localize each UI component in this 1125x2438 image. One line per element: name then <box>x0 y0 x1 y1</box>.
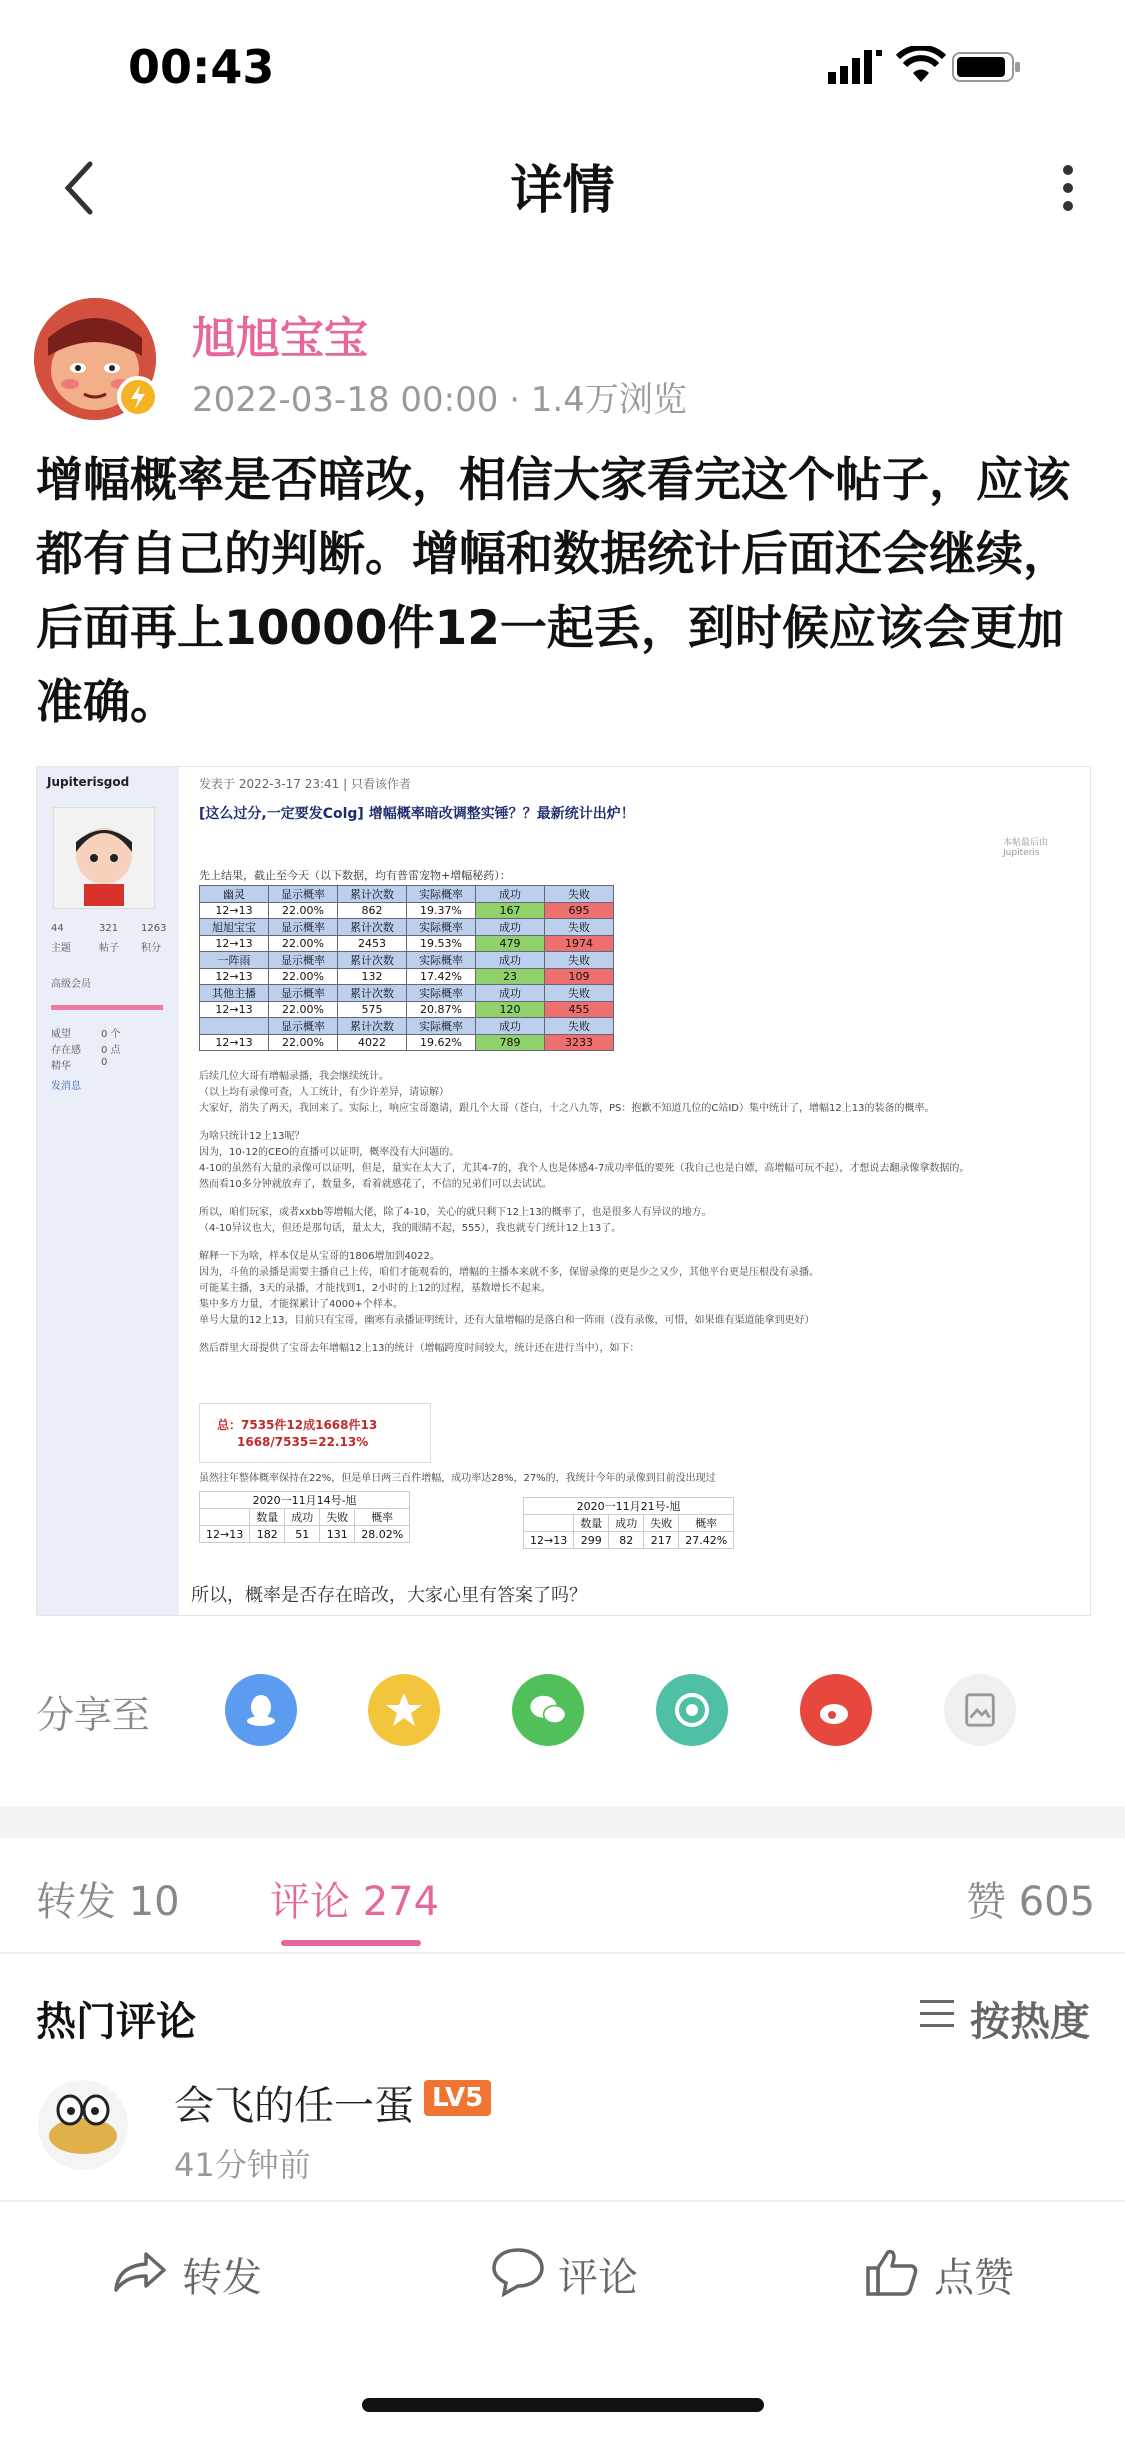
stats-table-cell: 862 <box>338 903 407 919</box>
wechat-icon <box>526 1688 570 1732</box>
stats-table-cell: 12→13 <box>200 1035 269 1051</box>
stats-table-header: 实际概率 <box>407 919 476 936</box>
forum-post-title: [这么过分,一定要发Colg] 增幅概率暗改调整实锤？？最新统计出炉！ <box>199 806 635 822</box>
stats-table-cell: 1974 <box>545 936 614 952</box>
forum-post <box>187 767 1087 1615</box>
tab-repost[interactable]: 转发 10 <box>36 1879 180 1925</box>
daily-table-cell: 131 <box>320 1526 355 1543</box>
stats-table-cell: 12→13 <box>200 969 269 985</box>
forum-stat-value: 321 <box>99 923 119 934</box>
active-tab-indicator <box>281 1940 421 1946</box>
stats-table-header: 实际概率 <box>407 985 476 1002</box>
forum-text-line: 为啥只统计12上13呢？ <box>199 1131 305 1142</box>
daily-table-1114 <box>199 1491 410 1543</box>
forum-rank: 高级会员 <box>51 979 91 990</box>
forum-attr-value: 0 个 <box>101 1029 121 1040</box>
daily-table-header: 数量 <box>574 1515 609 1532</box>
cellular-signal-icon <box>828 48 884 84</box>
stats-table-cell: 132 <box>338 969 407 985</box>
forum-text-line: 集中多方力量，才能探累计了4000+个样本。 <box>199 1299 403 1310</box>
author-name[interactable]: 旭旭宝宝 <box>192 313 368 364</box>
forum-send-message: 发消息 <box>51 1081 81 1092</box>
commenter-avatar[interactable] <box>38 2080 128 2170</box>
comment-button[interactable]: 评论 <box>558 2255 638 2301</box>
stats-table-cell: 167 <box>476 903 545 919</box>
section-divider <box>0 1806 1125 1838</box>
home-indicator <box>362 2398 764 2412</box>
daily-table-title: 2020一11月21号-旭 <box>524 1498 734 1515</box>
repost-button[interactable]: 转发 <box>182 2255 262 2301</box>
daily-table-title: 2020一11月14号-旭 <box>200 1492 410 1509</box>
stats-table-cell: 19.37% <box>407 903 476 919</box>
stats-table-cell: 695 <box>545 903 614 919</box>
daily-table-cell: 28.02% <box>355 1526 410 1543</box>
daily-table-1121 <box>523 1497 734 1549</box>
total-summary-line: 1668/7535=22.13% <box>237 1435 369 1449</box>
stats-table-player: 幽灵 <box>200 886 269 903</box>
stats-table-header: 失败 <box>545 952 614 969</box>
share-label: 分享至 <box>36 1693 151 1737</box>
stats-table-header: 显示概率 <box>269 952 338 969</box>
forum-intro: 先上结果，截止至今天（以下数据，均有普雷宠物+增幅秘药）： <box>199 869 511 882</box>
stats-table-header: 累计次数 <box>338 985 407 1002</box>
stats-table-header: 累计次数 <box>338 919 407 936</box>
more-options-icon[interactable] <box>1058 162 1078 214</box>
forum-username: Jupiterisgod <box>47 775 130 789</box>
stats-table-cell: 479 <box>476 936 545 952</box>
stats-table-header: 失败 <box>545 919 614 936</box>
daily-table-header: 成功 <box>285 1509 320 1526</box>
stats-table-header: 显示概率 <box>269 886 338 903</box>
total-summary-text <box>217 1417 377 1451</box>
stats-table-header: 实际概率 <box>407 886 476 903</box>
daily-table-cell: 299 <box>574 1532 609 1549</box>
forum-user-panel <box>37 767 179 1615</box>
forum-text-line: 然后群里大哥提供了宝哥去年增幅12上13的统计（增幅跨度时间较大，统计还在进行当中），如下： <box>199 1343 640 1354</box>
daily-table-header: 数量 <box>250 1509 285 1526</box>
total-summary-line: 总：7535件12成1668件13 <box>217 1418 378 1432</box>
stats-table-header: 失败 <box>545 886 614 903</box>
save-image-icon <box>961 1691 999 1729</box>
stats-table-player <box>200 1018 269 1035</box>
stats-table-cell: 22.00% <box>269 903 338 919</box>
stats-table-cell: 4022 <box>338 1035 407 1051</box>
forum-attr-label: 精华 <box>51 1061 71 1072</box>
stats-table-cell: 22.00% <box>269 1035 338 1051</box>
forum-post-header: 发表于 2022-3-17 23:41 | 只看该作者 <box>199 777 411 791</box>
stats-table-player: 旭旭宝宝 <box>200 919 269 936</box>
forum-stat-value: 1263 <box>141 923 167 934</box>
forum-stat-label: 积分 <box>141 943 161 954</box>
moments-icon <box>672 1690 712 1730</box>
stats-table-cell: 23 <box>476 969 545 985</box>
post-meta: 2022-03-18 00:00 · 1.4万浏览 <box>192 380 687 420</box>
qzone-icon <box>384 1690 424 1730</box>
forum-text-line: 然而看10多分钟就放弃了，数量多，看着就感花了，不信的兄弟们可以去试试。 <box>199 1179 552 1190</box>
stats-table-cell: 12→13 <box>200 1002 269 1018</box>
stats-table-cell: 789 <box>476 1035 545 1051</box>
stats-table-header: 累计次数 <box>338 886 407 903</box>
weibo-icon <box>816 1690 856 1730</box>
forum-text-line: （4-10异议也大，但还是那句话，量太大，我的眼睛不起，555），我也就专门统计12上13了。 <box>199 1223 622 1234</box>
stats-table-cell: 20.87% <box>407 1002 476 1018</box>
moments-share-button[interactable] <box>656 1674 728 1746</box>
stats-table-cell: 2453 <box>338 936 407 952</box>
daily-table-cell: 217 <box>644 1532 679 1549</box>
post-image[interactable] <box>36 766 1091 1616</box>
forum-text-line: 解释一下为啥，样本仅是从宝哥的1806增加到4022。 <box>199 1251 440 1262</box>
tab-divider <box>0 1952 1125 1954</box>
forum-avatar <box>53 807 155 909</box>
forum-text-line: 大家好，消失了两天，我回来了。实际上，响应宝哥邀请，跟几个大哥（苍白，十之八九等，PS：抱歉不知道几位的C站ID）集中统计了，增幅12上13的装备的概率。 <box>199 1103 935 1114</box>
daily-table-header: 概率 <box>679 1515 734 1532</box>
stats-table-cell: 12→13 <box>200 936 269 952</box>
thumbs-up-icon[interactable] <box>864 2246 920 2298</box>
stats-table-cell: 17.42% <box>407 969 476 985</box>
stats-table-header: 成功 <box>476 985 545 1002</box>
forum-rank-bar <box>51 1005 163 1010</box>
qq-icon <box>241 1690 281 1730</box>
stats-table-player: 其他主播 <box>200 985 269 1002</box>
stats-table-header: 显示概率 <box>269 1018 338 1035</box>
stats-table-cell: 22.00% <box>269 1002 338 1018</box>
stats-table-cell: 19.53% <box>407 936 476 952</box>
stats-table-cell: 109 <box>545 969 614 985</box>
hot-comments-title: 热门评论 <box>36 1999 196 2045</box>
sort-list-icon[interactable] <box>918 1996 956 2032</box>
forum-attr-value: 0 <box>101 1057 108 1068</box>
status-time: 00:43 <box>128 40 275 94</box>
daily-table-header: 成功 <box>609 1515 644 1532</box>
daily-table-cell: 182 <box>250 1526 285 1543</box>
wifi-icon <box>896 46 946 84</box>
battery-icon <box>952 52 1022 82</box>
stats-table-header: 失败 <box>545 985 614 1002</box>
stats-table-cell: 455 <box>545 1002 614 1018</box>
tab-comment[interactable]: 评论 274 <box>270 1879 440 1925</box>
stats-table-header: 失败 <box>545 1018 614 1035</box>
qq-share-button[interactable] <box>225 1674 297 1746</box>
stats-table-header: 成功 <box>476 919 545 936</box>
daily-table-cell: 51 <box>285 1526 320 1543</box>
stats-table-header: 成功 <box>476 1018 545 1035</box>
forum-text-line: 单号大量的12上13，目前只有宝哥，幽寒有录播证明统计，还有大量增幅的是落白和一阵雨（没有录像，可惜，如果谁有渠道能拿到更好） <box>199 1315 815 1326</box>
verified-badge-icon <box>117 376 159 418</box>
like-button[interactable]: 点赞 <box>934 2255 1014 2301</box>
stats-table-header: 显示概率 <box>269 985 338 1002</box>
post-body: 增幅概率是否暗改，相信大家看完这个帖子，应该都有自己的判断。增幅和数据统计后面还会继续，后面再上10000件12一起丢，到时候应该会更加准确。 <box>36 453 1070 730</box>
qzone-share-button[interactable] <box>368 1674 440 1746</box>
stats-table-header: 实际概率 <box>407 952 476 969</box>
stats-table-cell: 19.62% <box>407 1035 476 1051</box>
forum-text-line: 后续几位大哥有增幅录播，我会继续统计。 <box>199 1071 389 1082</box>
forum-text-line: 虽然往年整体概率保持在22%，但是单日两三百件增幅，成功率达28%，27%的，我统计今年的录像到目前没出现过 <box>199 1473 716 1484</box>
forum-attr-label: 存在感 <box>51 1045 81 1056</box>
daily-table-cell: 12→13 <box>200 1526 250 1543</box>
forum-text-line: 所以，咱们玩家，或者xxbb等增幅大佬，除了4-10，关心的就只剩下12上13的概率了，也是很多人有异议的地方。 <box>199 1207 712 1218</box>
image-caption: 所以，概率是否存在暗改，大家心里有答案了吗？ <box>191 1585 587 1606</box>
stats-table-header: 实际概率 <box>407 1018 476 1035</box>
save-image-share-button[interactable] <box>944 1674 1016 1746</box>
forum-text-line: 可能某主播，3天的录播，才能找到1，2小时的上12的过程，基数增长不起来。 <box>199 1283 551 1294</box>
stats-table-cell: 22.00% <box>269 969 338 985</box>
stats-table-player: 一阵雨 <box>200 952 269 969</box>
repost-icon[interactable] <box>112 2246 168 2298</box>
forum-edit-note: 本帖最后由 Jupiteris <box>1003 838 1049 858</box>
daily-table-header: 失败 <box>320 1509 355 1526</box>
forum-stat-label: 主题 <box>51 943 71 954</box>
sort-by-hot-button[interactable]: 按热度 <box>970 1999 1090 2045</box>
stats-table-cell: 120 <box>476 1002 545 1018</box>
comment-icon[interactable] <box>490 2246 546 2298</box>
daily-table-cell: 27.42% <box>679 1532 734 1549</box>
forum-stat-label: 帖子 <box>99 943 119 954</box>
comment-time: 41分钟前 <box>174 2146 311 2184</box>
stats-table-header: 成功 <box>476 952 545 969</box>
stats-table-cell: 575 <box>338 1002 407 1018</box>
tab-like[interactable]: 赞 605 <box>966 1879 1096 1925</box>
stats-table <box>199 885 614 1051</box>
stats-table-header: 累计次数 <box>338 952 407 969</box>
forum-attr-label: 威望 <box>51 1029 71 1040</box>
forum-text-line: 因为，斗鱼的录播是需要主播自己上传，咱们才能观看的，增幅的主播本来就不多，保留录像的更是少之又少，其他平台更是压根没有录播。 <box>199 1267 819 1278</box>
stats-table-header: 成功 <box>476 886 545 903</box>
forum-text-line: 因为，10-12的CEO的直播可以证明，概率没有大问题的。 <box>199 1147 460 1158</box>
forum-text-line: （以上均有录像可查，人工统计，有少许差异，请谅解） <box>199 1087 449 1098</box>
daily-table-cell: 12→13 <box>524 1532 574 1549</box>
daily-table-header: 概率 <box>355 1509 410 1526</box>
forum-attr-value: 0 点 <box>101 1045 121 1056</box>
stats-table-header: 显示概率 <box>269 919 338 936</box>
forum-stat-value: 44 <box>51 923 64 934</box>
stats-table-header: 累计次数 <box>338 1018 407 1035</box>
wechat-share-button[interactable] <box>512 1674 584 1746</box>
stats-table-cell: 3233 <box>545 1035 614 1051</box>
forum-text-line: 4-10的虽然有大量的录像可以证明，但是，量实在太大了，尤其4-7的，我个人也是体感4-7成功率低的要死（我自己也是白嫖，高增幅可玩不起），才想说去翻录像拿数据的。 <box>199 1163 970 1174</box>
daily-table-cell: 82 <box>609 1532 644 1549</box>
weibo-share-button[interactable] <box>800 1674 872 1746</box>
level-badge: LV5 <box>424 2080 491 2116</box>
daily-table-header: 失败 <box>644 1515 679 1532</box>
page-title: 详情 <box>510 161 615 221</box>
commenter-name[interactable]: 会飞的任一蛋 <box>174 2083 414 2129</box>
stats-table-cell: 22.00% <box>269 936 338 952</box>
stats-table-cell: 12→13 <box>200 903 269 919</box>
